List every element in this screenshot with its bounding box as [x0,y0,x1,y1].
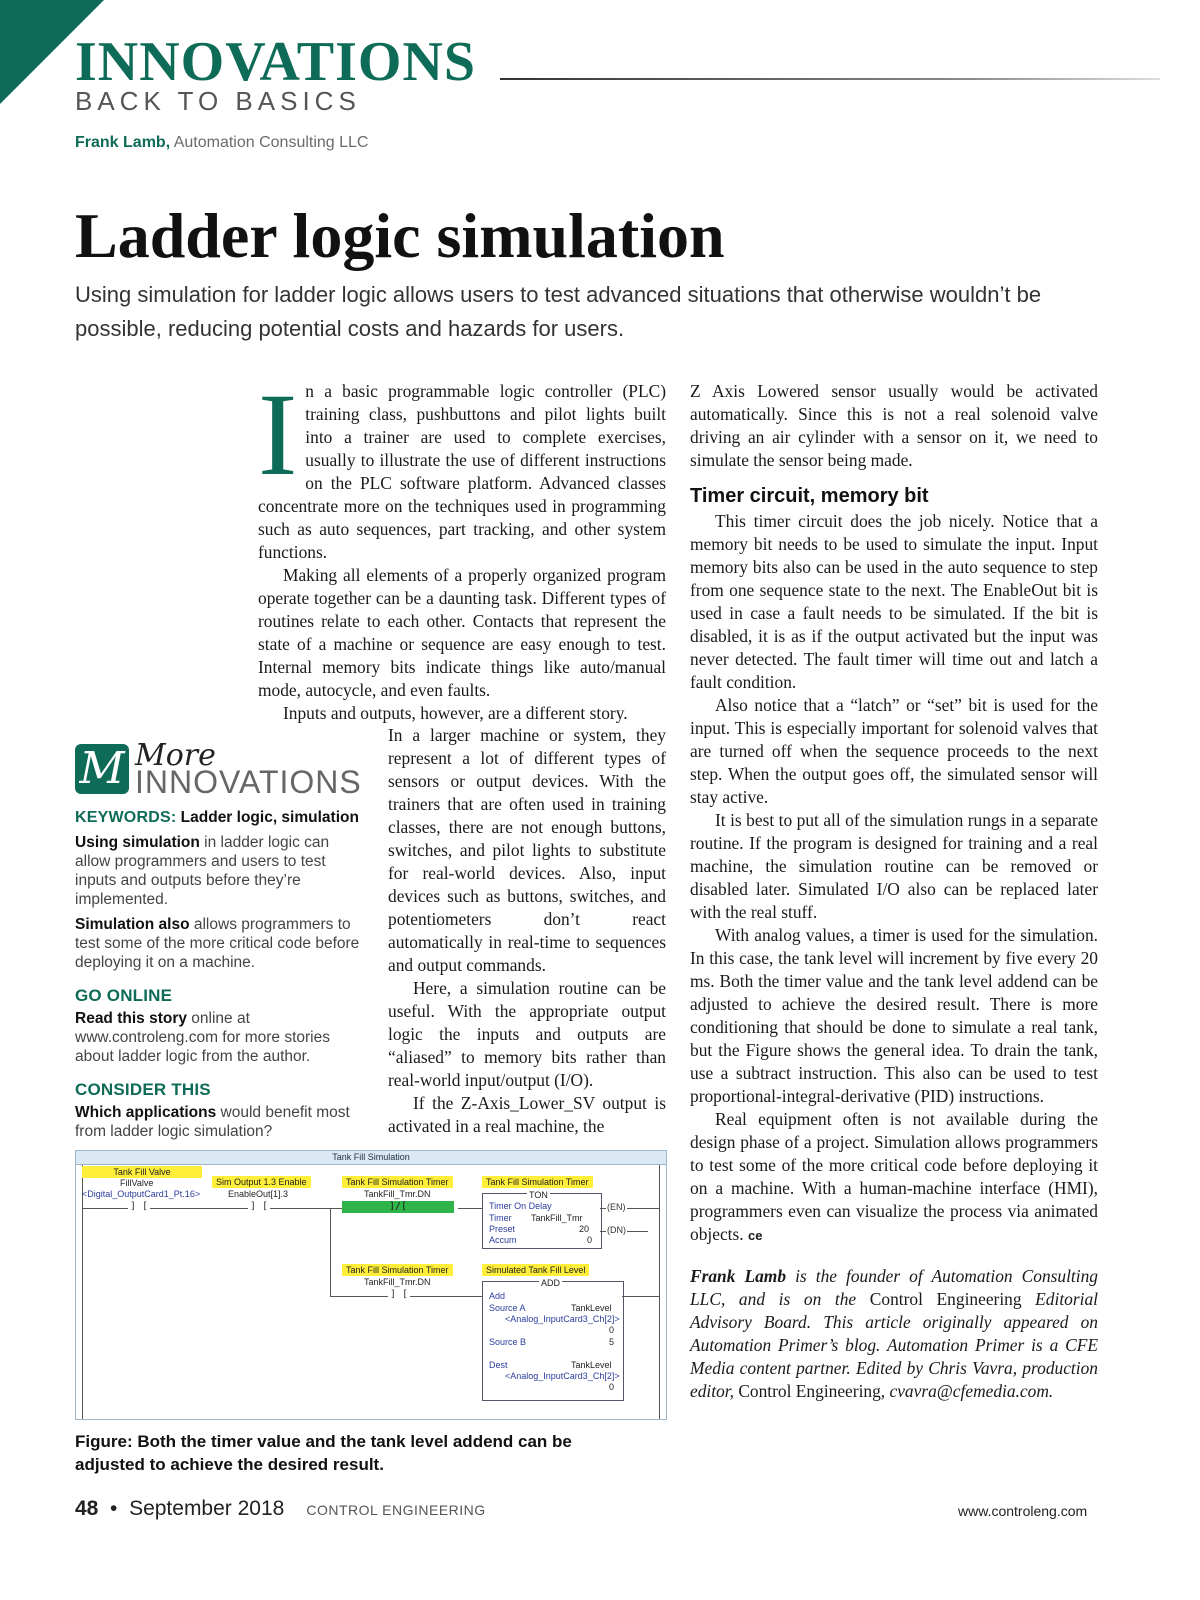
right-power-rail [659,1165,660,1419]
add-dest: Dest [489,1360,508,1370]
ton-row-2: Timer [489,1213,512,1223]
add-source-a: Source A [489,1303,526,1313]
rung1-contact3-tag: TankFill_Tmr.DN [364,1189,431,1199]
add-out-wire [622,1296,659,1297]
paragraph-5-cont: Z Axis Lowered sensor usually would be activated automatically. Since this is not a real solenoid valve driving an air cylinder with a sensor on it, we need to simulate the sensor being made. [690,381,1098,470]
column-1-bottom [388,724,666,1138]
rung1-contact3-label: Tank Fill Simulation Timer [342,1176,453,1188]
ton-title: TON [529,1190,548,1200]
rung2-contact-symbol: ] [ [390,1289,409,1300]
more-label: More [135,738,216,773]
section-subtitle: BACK TO BASICS [75,86,361,116]
section-title: INNOVATIONS [75,31,477,93]
rung1-contact3-symbol: ]/[ [342,1201,454,1213]
bio-publication-2: Control Engineering [738,1381,881,1401]
footer-url[interactable]: www.controleng.com [958,1503,1088,1519]
issue-date: September 2018 [129,1497,285,1520]
paragraph-9: With analog values, a timer is used for the simulation. In this case, the tank level will increment by five every 20 ms. Both the timer value and the tank level addend can be adjusted to achieve the desired result. There is more conditioning that should be done to simulate a real tank, but the Figure shows the general idea. To drain the tank, use a subtract instruction. This also can be used to test proportional-integral-derivative (PID) instructions. [690,925,1098,1106]
subhead: Timer circuit, memory bit [690,485,929,507]
add-title: ADD [541,1278,561,1288]
rung2-contact-label: Tank Fill Simulation Timer [342,1264,453,1276]
column-2 [690,380,1098,1403]
bio-text-2: Editorial Advisory Board. This article originally appeared on Automation Primer’s blog. Automation Primer is a CFE Media content partner. Edited by Chris Vavra, production editor, [690,1289,1098,1401]
rung1-contact2-label: Sim Output 1.3 Enable [212,1176,311,1188]
ton-en-output: (EN) [607,1202,626,1212]
paragraph-1: n a basic programmable logic controller (PLC) training class, pushbuttons and pilot lights built into a trainer are used to complete exercises, usually to illustrate the use of different instructions on the PLC software platform. Advanced classes concentrate more on the techniques used in programming such as auto sequences, part tracking, and other system functions. [258,381,666,562]
byline [75,134,368,152]
ton-label: Tank Fill Simulation Timer [482,1176,593,1188]
paragraph-5: If the Z-Axis_Lower_SV output is activated in a real machine, the [388,1093,666,1136]
ton-row-4: Accum [489,1235,517,1245]
consider-this-heading: CONSIDER THIS [75,1080,211,1099]
keywords [75,808,365,827]
author-org: Automation Consulting LLC [170,134,369,151]
rung2-contact-tag: TankFill_Tmr.DN [364,1277,431,1287]
deck: Using simulation for ladder logic allows users to test advanced situations that otherwise wouldn’t be possible, reducing potential costs and hazards for users. [75,282,1042,341]
ton-row-3-value: 20 [579,1224,590,1234]
go-online-body[interactable]: online at www.controleng.com for more stories about ladder logic from the author. [75,1010,330,1065]
rung1-contact2-symbol: ] [ [250,1201,269,1212]
ton-row-2-value: TankFill_Tmr [531,1213,583,1223]
ton-dn-label: DN [610,1225,623,1235]
sidebar-item-1-bold: Using simulation [75,834,200,851]
rung1-contact1-tag: FillValve [120,1178,154,1188]
paragraph-10 [690,1108,1098,1247]
bio-name: Frank Lamb [690,1266,787,1286]
go-online-heading: GO ONLINE [75,986,173,1005]
drop-cap: I [258,369,298,500]
ladder-figure [75,1150,667,1420]
consider-this-text [75,1103,365,1141]
rung1-contact1-symbol: ] [ [130,1201,149,1212]
keywords-label: KEYWORDS: [75,809,177,826]
add-instruction [482,1278,624,1401]
left-power-rail [82,1165,83,1419]
add-dest-alias: <Analog_InputCard3_Ch[2]> [505,1371,620,1381]
add-source-b: Source B [489,1337,527,1347]
rung-1-wire-b [458,1208,482,1209]
paragraph-2: Making all elements of a properly organized program operate together can be a daunting task. Different types of routines relate to each other. Contacts that represent the state of a machine or sequence are easy enough to test. Internal memory bits indicate things like auto/manual mode, autocycle, and even faults. [258,565,666,700]
add-source-a-value: 0 [609,1325,615,1335]
rung1-contact1-label: Tank Fill Valve [82,1166,202,1178]
keywords-text: Ladder logic, simulation [176,809,359,826]
sidebar-item-1 [75,833,365,909]
add-row-1: Add [489,1291,506,1301]
consider-this-bold: Which applications [75,1104,217,1121]
go-online-bold: Read this story [75,1010,187,1027]
add-label: Simulated Tank Fill Level [482,1264,589,1276]
figure-titlebar: Tank Fill Simulation [76,1151,666,1165]
headline: Ladder logic simulation [75,200,725,271]
add-dest-value: 0 [609,1382,615,1392]
author-name: Frank Lamb, [75,134,171,151]
bio-text-1: is the founder of Automation Consulting LLC, and is on the [690,1266,1098,1309]
paragraph-7: Also notice that a “latch” or “set” bit is used for the input. This is especially important for solenoid valves that are turned off when the sequence proceeds to the next step. When the output goes off, the simulated sensor will stay active. [690,695,1098,807]
rung1-contact1-alias: <Digital_OutputCard1_Pt.16> [82,1189,201,1199]
ton-en-label: EN [610,1202,623,1212]
figure-caption: Figure: Both the timer value and the tank level addend can be adjusted to achieve the desired result. [75,1432,572,1474]
page-number: 48 [75,1497,99,1520]
footer-left [75,1497,486,1521]
paragraph-6: This timer circuit does the job nicely. Notice that a memory bit needs to be used to simulate the input. Input memory bits also can be used in the auto sequence to step from one sequence state to the next. The EnableOut bit is used in case a fault needs to be simulated. If the bit is disabled, it is as if the output activated but the input was never detected. The fault timer will time out and latch a fault condition. [690,511,1098,692]
sidebar-item-2 [75,915,365,972]
ton-row-4-value: 0 [587,1235,593,1245]
end-mark: ce [747,1228,763,1243]
branch-rail [330,1208,331,1296]
ton-dn-output: (DN) [607,1225,626,1235]
ton-row-1: Timer On Delay [489,1201,552,1211]
ton-row-3: Preset [489,1224,516,1234]
add-dest-tag: TankLevel [571,1360,612,1370]
sidebar-item-2-text: allows programmers to test some of the more critical code before deploying it on a machine. [75,916,360,971]
author-bio [690,1265,1098,1403]
more-innovations-label: INNOVATIONS [135,764,362,800]
sidebar-item-1-text: in ladder logic can allow programmers and users to test inputs and outputs before they’re implemented. [75,834,330,908]
paragraph-3: Inputs and outputs, however, are a different story. [283,703,628,723]
sidebar-item-2-bold: Simulation also [75,916,190,933]
bio-text-3: , cvavra@cfemedia.com. [880,1381,1054,1401]
paragraph-4: Here, a simulation routine can be useful. With the appropriate output logic the inputs and outputs are “aliased” to memory bits rather than real-world input/output (I/O). [388,978,666,1090]
paragraph-3-cont: In a larger machine or system, they represent a lot of different types of sensors or output devices. With the trainers that are often used in training classes, there are not enough buttons, switches, and pilot lights to substitute for real-world devices. Also, input devices such as buttons, switches, and potentiometers don’t react automatically in real-time to sequences and output commands. [388,725,666,975]
add-source-a-tag: TankLevel [571,1303,612,1313]
ton-instruction [482,1190,602,1249]
add-source-b-value: 5 [609,1337,615,1347]
rung1-contact2-tag: EnableOut[1].3 [228,1189,289,1199]
bio-publication: Control Engineering [869,1289,1022,1309]
footer-bullet: • [110,1497,118,1520]
add-source-a-alias: <Analog_InputCard3_Ch[2]> [505,1314,620,1324]
go-online-text [75,1009,365,1066]
consider-this-body: would benefit most from ladder logic simulation? [75,1104,350,1140]
paragraph-10-text: Real equipment often is not available during the design phase of a project. Simulation allows programmers to test some of the more critical code before deploying it on a machine. With a human-machine interface (HMI), programmers even can visualize the process via animated objects. [690,1109,1098,1244]
more-innovations-logo: M [75,744,129,794]
publication-name: CONTROL ENGINEERING [306,1502,486,1518]
rung-1-wire-a [82,1208,342,1209]
section-rule [500,78,1160,80]
column-1-top [258,369,666,725]
sidebar-body [75,808,365,1147]
paragraph-8: It is best to put all of the simulation rungs in a separate routine. If the program is designed for training and a real machine, the simulation routine can be removed or disabled later. Simulated I/O also can be replaced later with the real stuff. [690,810,1098,922]
